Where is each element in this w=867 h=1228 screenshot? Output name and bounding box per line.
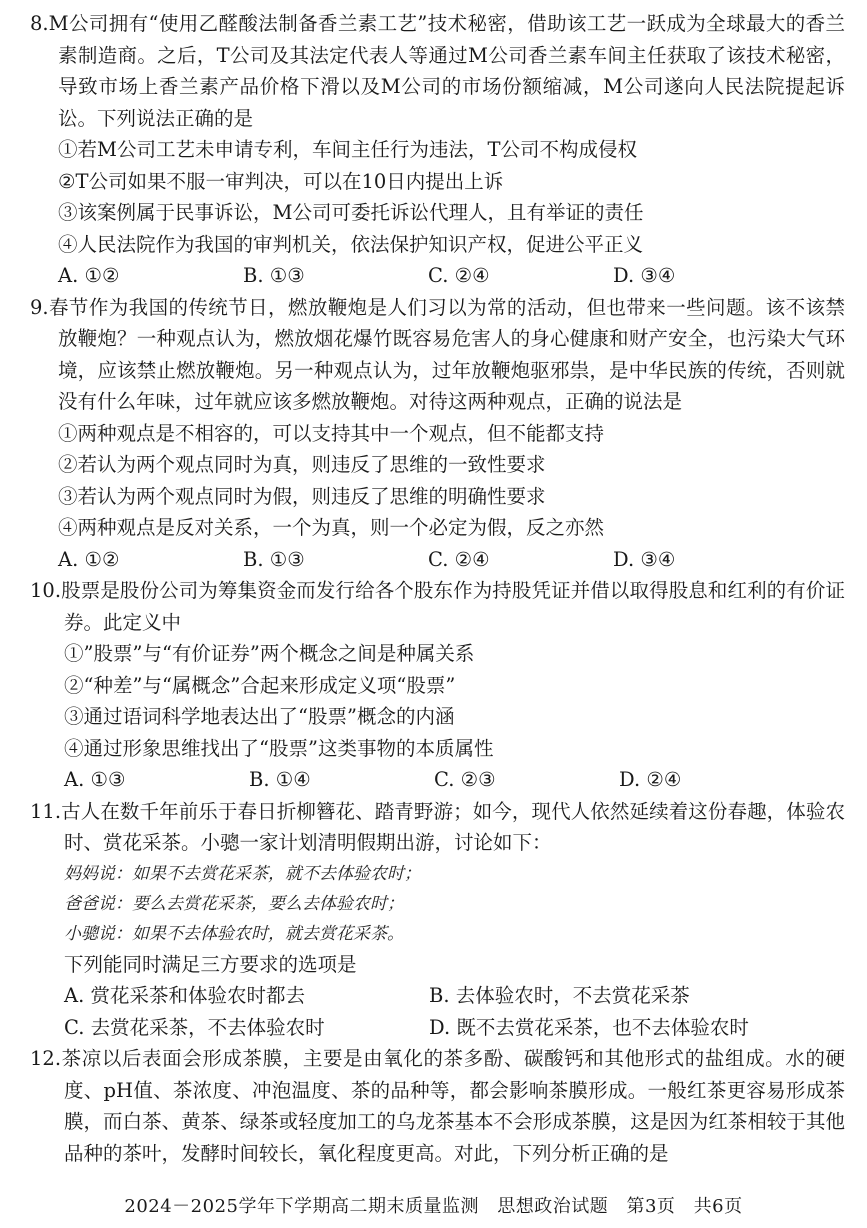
question-8	[30, 8, 845, 292]
choice-d[interactable]: D. ③④	[613, 547, 676, 571]
question-text: M公司拥有“使用乙醛酸法制备香兰素工艺”技术秘密，借助该工艺一跃成为全球最大的香兰素制造商。之后，T公司及其法定代表人等通过M公司香兰素车间主任获取了该技术秘密，导致市场上香兰素产品价格下滑以及M公司的市场份额缩减，M公司遂向人民法院提起诉讼。下列说法正确的是	[48, 12, 845, 130]
question-text: 茶凉以后表面会形成茶膜，主要是由氧化的茶多酚、碳酸钙和其他形式的盐组成。水的硬度、pH值、茶浓度、冲泡温度、茶的品种等，都会影响茶膜形成。一般红茶更容易形成茶膜，而白茶、黄茶、绿茶或轻度加工的乌龙茶基本不会形成茶膜，这是因为红茶相较于其他品种的茶叶，发酵时间较长，氧化程度更高。对此，下列分析正确的是	[61, 1047, 845, 1165]
question-text: 股票是股份公司为筹集资金而发行给各个股东作为持股凭证并借以取得股息和红利的有价证券。此定义中	[61, 579, 845, 634]
question-stem	[30, 1043, 845, 1169]
choice-a[interactable]: A. 赏花采茶和体验农时都去	[64, 984, 305, 1007]
choice-b[interactable]: B. 去体验农时，不去赏花采茶	[429, 984, 690, 1007]
question-12	[30, 1043, 845, 1169]
question-number: 10.	[30, 579, 62, 602]
question-number: 8.	[30, 12, 49, 35]
statement-3: ③该案例属于民事诉讼，M公司可委托诉讼代理人，且有举证的责任	[58, 201, 644, 224]
choice-c[interactable]: C. 去赏花采茶，不去体验农时	[64, 1015, 325, 1039]
choice-d[interactable]: D. 既不去赏花采茶，也不去体验农时	[429, 1015, 749, 1039]
dialog-child: 小骢说：如果不去体验农时，就去赏花采茶。	[64, 923, 404, 944]
statement-4: ④人民法院作为我国的审判机关，依法保护知识产权，促进公平正义	[58, 232, 644, 256]
statement-2: ②T公司如果不服一审判决，可以在10日内提出上诉	[58, 169, 504, 193]
answer-choices	[30, 544, 845, 576]
question-stem	[30, 8, 845, 134]
statement-2: ②“种差”与“属概念”合起来形成定义项“股票”	[64, 673, 456, 697]
choice-d[interactable]: D. ③④	[613, 264, 676, 287]
choice-a[interactable]: A. ①②	[58, 547, 120, 571]
choice-a[interactable]: A. ①③	[64, 768, 126, 791]
answer-choices	[30, 260, 845, 292]
footer-page-number: 第3页	[626, 1196, 676, 1217]
choice-c[interactable]: C. ②③	[434, 768, 496, 791]
question-stem	[30, 292, 845, 418]
statement-1: ①两种观点是不相容的，可以支持其中一个观点，但不能都支持	[58, 421, 605, 445]
choice-b[interactable]: B. ①④	[249, 768, 311, 791]
statement-2: ②若认为两个观点同时为真，则违反了思维的一致性要求	[58, 453, 546, 476]
choice-d[interactable]: D. ②④	[619, 768, 682, 791]
question-number: 12.	[30, 1047, 62, 1070]
statement-4: ④通过形象思维找出了“股票”这类事物的本质属性	[64, 736, 494, 760]
question-stem	[30, 575, 845, 638]
answer-choices	[30, 764, 845, 796]
statement-1: ①若M公司工艺未申请专利，车间主任行为违法，T公司不构成侵权	[58, 138, 637, 161]
statement-1: ①”股票”与“有价证券”两个概念之间是种属关系	[64, 642, 475, 665]
question-number: 9.	[30, 295, 49, 319]
choice-c[interactable]: C. ②④	[428, 547, 490, 571]
choice-b[interactable]: B. ①③	[243, 547, 305, 571]
dialog-dad: 爸爸说：要么去赏花采茶，要么去体验农时；	[64, 893, 404, 914]
statement-4: ④两种观点是反对关系，一个为真，则一个必定为假，反之亦然	[58, 516, 605, 539]
choice-c[interactable]: C. ②④	[428, 264, 490, 287]
question-text: 春节作为我国的传统节日，燃放鞭炮是人们习以为常的活动，但也带来一些问题。该不该禁放鞭炮？一种观点认为，燃放烟花爆竹既容易危害人的身心健康和财产安全，也污染大气环境，应该禁止燃放鞭炮。另一种观点认为，过年放鞭炮驱邪祟，是中华民族的传统，否则就没有什么年味，过年就应该多燃放鞭炮。对待这两种观点，正确的说法是	[48, 295, 845, 413]
footer-subject: 思想政治试题	[497, 1196, 609, 1217]
page-footer	[0, 1192, 867, 1218]
choice-b[interactable]: B. ①③	[243, 264, 305, 287]
question-9	[30, 292, 845, 576]
question-prompt: 下列能同时满足三方要求的选项是	[64, 952, 357, 976]
answer-choices	[30, 980, 845, 1043]
question-stem	[30, 796, 845, 859]
statement-3: ③通过语词科学地表达出了“股票”概念的内涵	[64, 705, 455, 728]
question-text: 古人在数千年前乐于春日折柳簪花、踏青野游；如今，现代人依然延续着这份春趣，体验农时、赏花采茶。小骢一家计划清明假期出游，讨论如下：	[61, 799, 845, 854]
footer-total-pages: 共6页	[693, 1196, 743, 1217]
dialog-mom: 妈妈说：如果不去赏花采茶，就不去体验农时；	[64, 863, 421, 884]
question-10	[30, 575, 845, 796]
footer-exam-title: 2024－2025学年下学期高二期末质量监测	[124, 1196, 479, 1217]
question-number: 11.	[30, 799, 62, 823]
statement-3: ③若认为两个观点同时为假，则违反了思维的明确性要求	[58, 484, 546, 508]
choice-a[interactable]: A. ①②	[58, 264, 120, 287]
question-11	[30, 796, 845, 1044]
